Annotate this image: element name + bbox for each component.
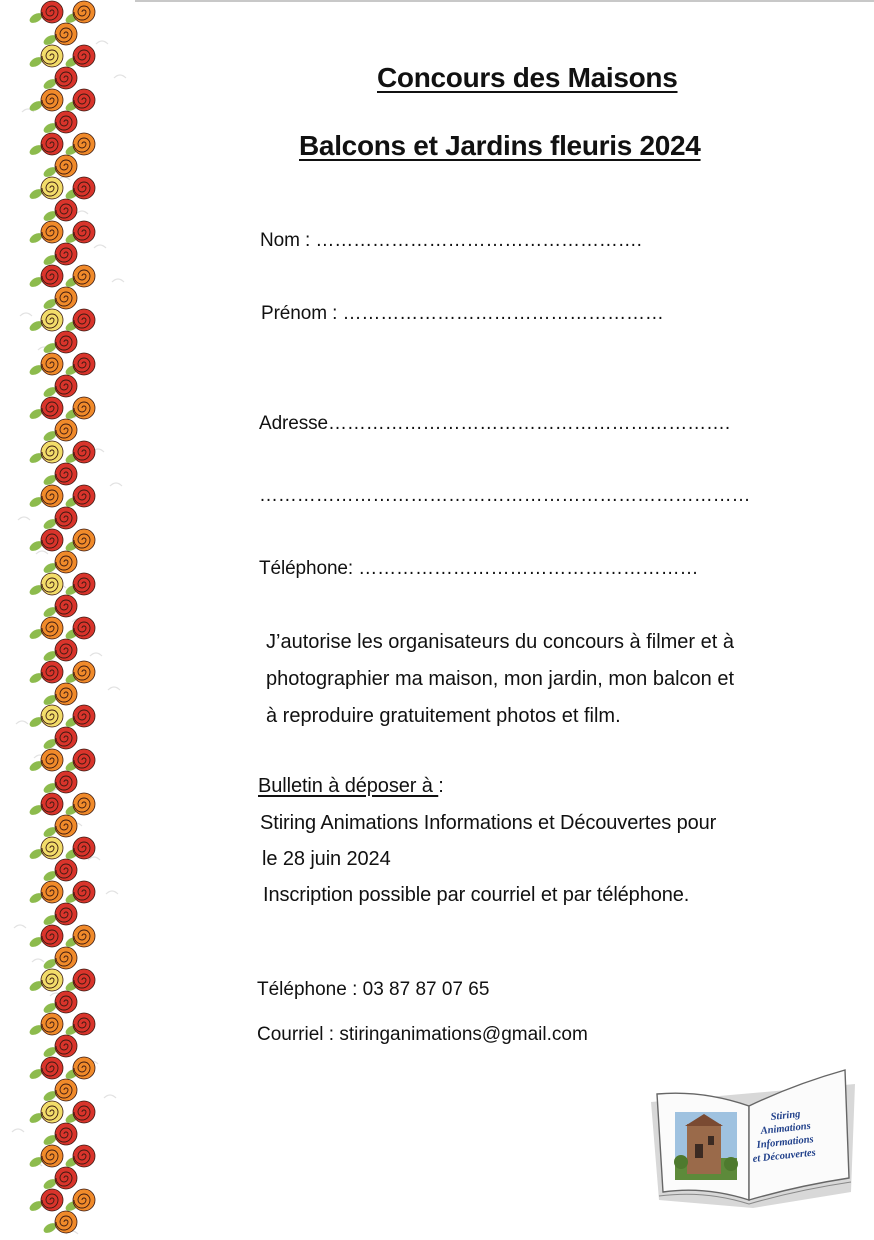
border-rose (73, 485, 95, 507)
border-rose (55, 1211, 77, 1233)
border-sprig (36, 551, 48, 554)
border-rose (73, 397, 95, 419)
border-rose (73, 1, 95, 23)
border-rose (55, 903, 77, 925)
border-rose (55, 1035, 77, 1057)
border-sprig (106, 891, 118, 894)
consent-line-3: à reproduire gratuitement photos et film. (266, 705, 621, 727)
consent-line-1: J’autorise les organisateurs du concours à filmer et à (266, 631, 735, 653)
border-rose (55, 463, 77, 485)
association-book-logo (645, 1062, 860, 1212)
border-rose (41, 133, 63, 155)
border-rose (41, 1189, 63, 1211)
border-rose (55, 639, 77, 661)
border-rose (55, 199, 77, 221)
logo-text-line1: Stiring (770, 1108, 801, 1123)
border-sprig (112, 279, 124, 282)
border-rose (73, 1101, 95, 1123)
border-rose (41, 793, 63, 815)
border-rose (73, 309, 95, 331)
border-rose (73, 441, 95, 463)
border-rose (41, 1013, 63, 1035)
form-telephone-field[interactable]: Téléphone: ……………………………………………… (259, 558, 699, 579)
border-rose (41, 573, 63, 595)
border-rose (73, 1057, 95, 1079)
bulletin-heading-text: Bulletin à déposer à (258, 775, 439, 797)
border-rose (41, 221, 63, 243)
logo-text-line3: Informations (756, 1134, 815, 1151)
border-rose (73, 837, 95, 859)
border-rose (73, 89, 95, 111)
bulletin-line-2: le 28 juin 2024 (262, 848, 391, 870)
border-rose (73, 661, 95, 683)
border-rose (73, 969, 95, 991)
bulletin-heading (258, 775, 444, 798)
border-rose (55, 1123, 77, 1145)
border-rose (73, 45, 95, 67)
border-rose (55, 507, 77, 529)
border-rose (41, 441, 63, 463)
contact-phone: Téléphone : 03 87 87 07 65 (257, 979, 490, 1000)
border-sprig (108, 687, 120, 690)
border-rose (73, 925, 95, 947)
border-rose (41, 1, 63, 23)
border-rose (41, 881, 63, 903)
consent-paragraph (266, 624, 846, 735)
border-rose (55, 991, 77, 1013)
contact-email[interactable]: Courriel : stiringanimations@gmail.com (257, 1024, 588, 1045)
border-rose (73, 353, 95, 375)
border-rose (41, 1101, 63, 1123)
border-rose (41, 705, 63, 727)
border-rose (73, 133, 95, 155)
border-rose (55, 771, 77, 793)
border-rose (55, 815, 77, 837)
border-rose (41, 353, 63, 375)
border-rose (73, 749, 95, 771)
border-rose (55, 683, 77, 705)
border-rose (41, 969, 63, 991)
border-rose (41, 89, 63, 111)
border-sprig (110, 483, 122, 486)
consent-line-2: photographier ma maison, mon jardin, mon balcon et (266, 668, 735, 690)
bulletin-line-3: Inscription possible par courriel et par téléphone. (263, 884, 690, 906)
logo-text-line2: Animations (760, 1120, 812, 1137)
border-sprig (32, 959, 44, 962)
border-rose (55, 1079, 77, 1101)
border-rose (73, 793, 95, 815)
border-rose (41, 661, 63, 683)
border-rose (41, 45, 63, 67)
page-title-line2: Balcons et Jardins fleuris 2024 (299, 130, 701, 161)
border-sprig (94, 245, 106, 248)
border-rose (55, 375, 77, 397)
border-rose (73, 221, 95, 243)
border-rose (73, 1189, 95, 1211)
border-rose (41, 397, 63, 419)
border-rose (73, 617, 95, 639)
border-rose (41, 1145, 63, 1167)
border-rose (55, 859, 77, 881)
border-rose (41, 925, 63, 947)
border-rose (41, 177, 63, 199)
border-rose (55, 727, 77, 749)
border-sprig (12, 1129, 24, 1132)
logo-text-line4: et Découvertes (752, 1147, 817, 1165)
border-sprig (104, 1095, 116, 1098)
top-rule (135, 0, 874, 2)
bulletin-heading-colon: : (438, 775, 444, 797)
border-sprig (76, 211, 88, 214)
border-rose (55, 243, 77, 265)
border-rose (73, 1145, 95, 1167)
border-rose (41, 309, 63, 331)
form-nom-field[interactable]: Nom : ……………………………………………. (260, 230, 642, 251)
border-rose (55, 419, 77, 441)
border-sprig (20, 313, 32, 316)
bulletin-line-1: Stiring Animations Informations et Découvertes pour (260, 812, 717, 834)
border-rose (41, 617, 63, 639)
border-sprig (18, 517, 30, 520)
border-rose (41, 837, 63, 859)
border-sprig (14, 925, 26, 928)
border-rose (73, 705, 95, 727)
border-rose (55, 551, 77, 573)
form-adresse-line2-field[interactable]: …………………………………………………………………… (259, 485, 751, 506)
tower-photo (674, 1112, 738, 1180)
border-rose (73, 529, 95, 551)
border-rose (73, 881, 95, 903)
border-rose (55, 155, 77, 177)
border-rose (55, 287, 77, 309)
border-rose (41, 485, 63, 507)
border-rose (55, 111, 77, 133)
border-rose (73, 1013, 95, 1035)
border-rose (73, 265, 95, 287)
border-rose (73, 177, 95, 199)
border-rose (41, 749, 63, 771)
border-sprig (90, 653, 102, 656)
border-rose (55, 1167, 77, 1189)
floral-rose-border (0, 0, 135, 1240)
page-title-line1: Concours des Maisons (377, 62, 678, 93)
border-rose (55, 331, 77, 353)
border-rose (55, 947, 77, 969)
border-rose (55, 595, 77, 617)
border-sprig (114, 75, 126, 78)
border-rose (73, 573, 95, 595)
border-rose (41, 265, 63, 287)
border-rose (41, 1057, 63, 1079)
form-prenom-field[interactable]: Prénom : …………………………………………… (261, 303, 664, 324)
border-sprig (96, 41, 108, 44)
border-rose (41, 529, 63, 551)
border-sprig (16, 721, 28, 724)
form-adresse-field[interactable]: Adresse………………………………………………………. (259, 413, 731, 434)
border-rose (55, 67, 77, 89)
border-sprig (58, 177, 70, 180)
border-rose (55, 23, 77, 45)
